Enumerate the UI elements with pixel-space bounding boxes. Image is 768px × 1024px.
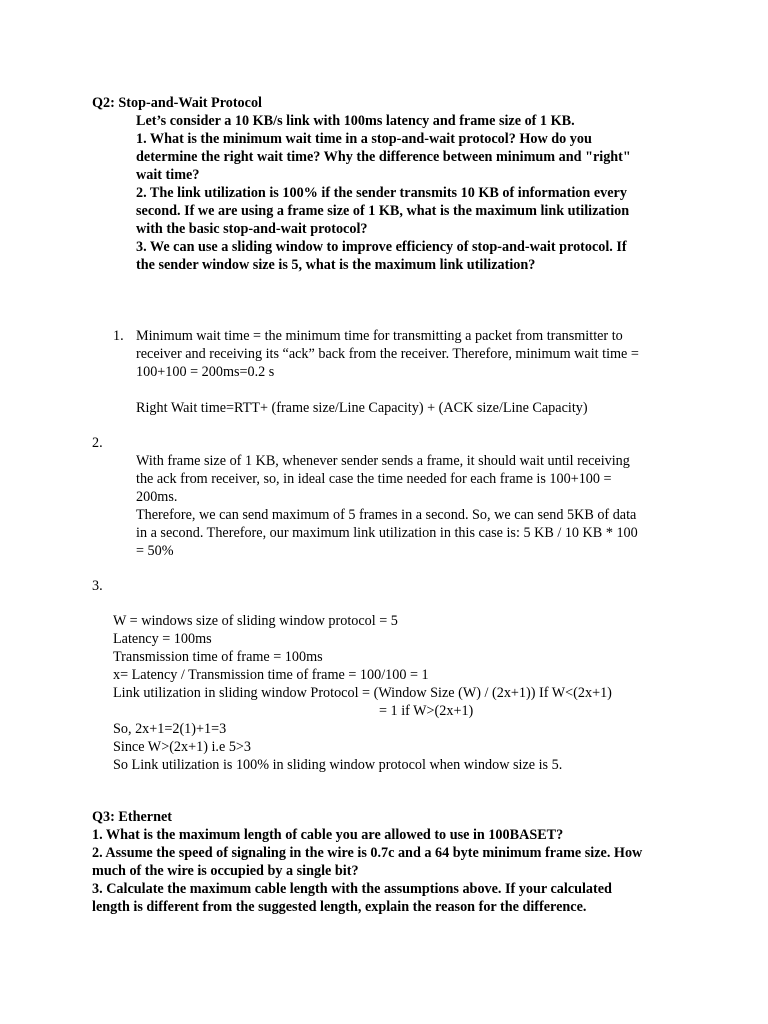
answer3-line: So, 2x+1=2(1)+1=3: [113, 721, 227, 737]
answer3-line: So Link utilization is 100% in sliding window protocol when window size is 5.: [113, 757, 563, 773]
q3-line: 3. Calculate the maximum cable length with the assumptions above. If your calculated: [92, 881, 612, 897]
q3-title: Q3: Ethernet: [92, 809, 172, 825]
answer1-line: Minimum wait time = the minimum time for transmitting a packet from transmitter to: [136, 328, 623, 344]
answer1-right-wait: Right Wait time=RTT+ (frame size/Line Capacity) + (ACK size/Line Capacity): [136, 400, 588, 416]
q3-line: much of the wire is occupied by a single bit?: [92, 863, 359, 879]
q2-line: 1. What is the minimum wait time in a stop-and-wait protocol? How do you: [136, 131, 592, 147]
answer2-line: Therefore, we can send maximum of 5 frames in a second. So, we can send 5KB of data: [136, 507, 637, 523]
q2-line: 3. We can use a sliding window to improve efficiency of stop-and-wait protocol. If: [136, 239, 627, 255]
answer2-line: = 50%: [136, 543, 174, 559]
answer3-line: Link utilization in sliding window Protocol = (Window Size (W) / (2x+1)) If W<(2x+1): [113, 685, 612, 701]
q2-line: second. If we are using a frame size of 1 KB, what is the maximum link utilization: [136, 203, 630, 219]
q2-line: the sender window size is 5, what is the maximum link utilization?: [136, 257, 536, 273]
answer2-line: in a second. Therefore, our maximum link utilization in this case is: 5 KB / 10 KB * 100: [136, 525, 638, 541]
answer3-cont: = 1 if W>(2x+1): [379, 703, 474, 719]
answer1-line: receiver and receiving its “ack” back from the receiver. Therefore, minimum wait time =: [136, 346, 639, 362]
answer1-number: 1.: [113, 328, 124, 344]
q2-line: determine the right wait time? Why the difference between minimum and "right": [136, 149, 631, 165]
q3-line: length is different from the suggested length, explain the reason for the difference.: [92, 899, 587, 915]
answer3-line: Since W>(2x+1) i.e 5>3: [113, 739, 252, 755]
q2-line: 2. The link utilization is 100% if the sender transmits 10 KB of information every: [136, 185, 627, 201]
answer2-line: 200ms.: [136, 489, 178, 505]
answer2-line: With frame size of 1 KB, whenever sender sends a frame, it should wait until receiving: [136, 453, 630, 469]
answer2-number: 2.: [92, 435, 103, 451]
q2-title: Q2: Stop-and-Wait Protocol: [92, 95, 262, 111]
q2-line: Let’s consider a 10 KB/s link with 100ms latency and frame size of 1 KB.: [136, 113, 575, 129]
q2-line: wait time?: [136, 167, 200, 183]
q2-line: with the basic stop-and-wait protocol?: [136, 221, 368, 237]
answer3-line: Latency = 100ms: [113, 631, 212, 647]
q3-line: 2. Assume the speed of signaling in the wire is 0.7c and a 64 byte minimum frame size. How: [92, 845, 643, 861]
q3-line: 1. What is the maximum length of cable you are allowed to use in 100BASET?: [92, 827, 564, 843]
answer3-line: Transmission time of frame = 100ms: [113, 649, 323, 665]
answer3-line: x= Latency / Transmission time of frame = 100/100 = 1: [113, 667, 429, 683]
answer3-number: 3.: [92, 578, 103, 594]
answer1-line: 100+100 = 200ms=0.2 s: [136, 364, 275, 380]
answer3-first: W = windows size of sliding window protocol = 5: [113, 613, 398, 629]
answer2-line: the ack from receiver, so, in ideal case the time needed for each frame is 100+100 =: [136, 471, 612, 487]
